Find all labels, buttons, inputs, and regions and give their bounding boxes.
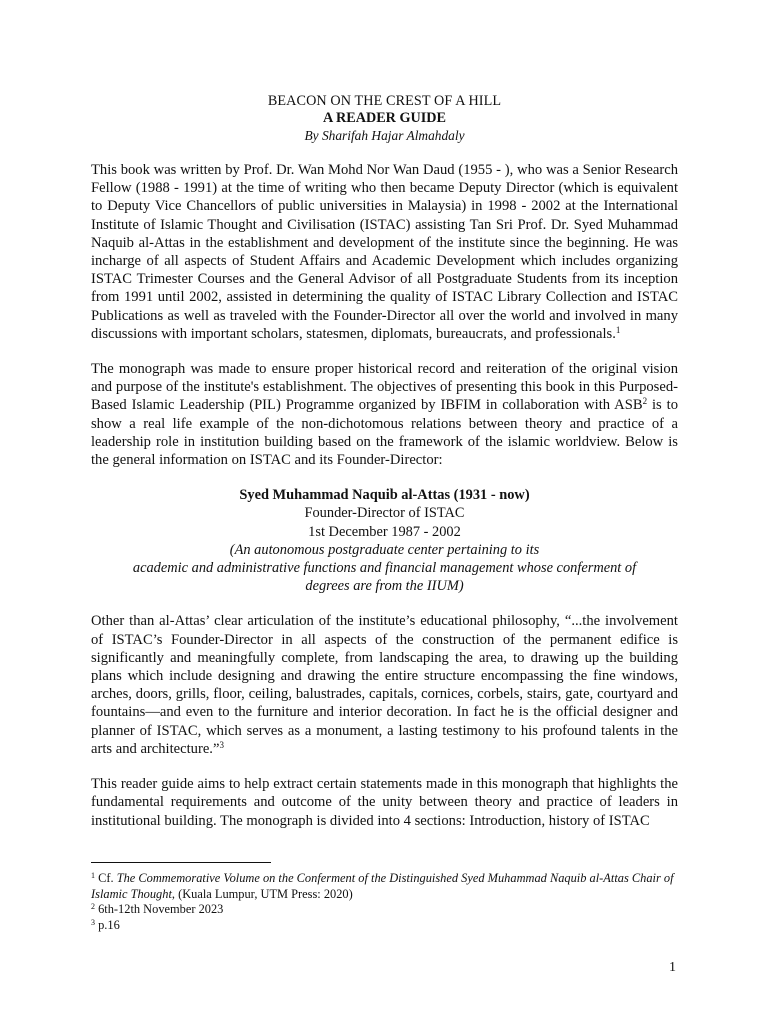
footnote-1-suffix: , (Kuala Lumpur, UTM Press: 2020) <box>171 886 353 901</box>
footnote-1-title: The Commemorative Volume on the Conferment of the Distinguished Syed Muhammad Naquib al-Attas Chair of Islamic Thought <box>91 871 674 901</box>
istac-note-line-2: academic and administrative functions and financial management whose conferment of <box>132 560 637 577</box>
paragraph-objectives <box>91 360 678 469</box>
document-title: BEACON ON THE CREST OF A HILL <box>267 93 502 109</box>
footnote-ref-3: 3 <box>219 739 224 750</box>
author-byline: By Sharifah Hajar Almahdaly <box>304 128 465 143</box>
footnote-1-prefix: Cf. <box>95 871 117 885</box>
paragraph-objectives-text-a: The monograph was made to ensure proper historical record and reiteration of the original vision and purpose of the institute's establishment. The objectives of presenting this book in this Purposed-Based Islamic Leadership (PIL) Programme organized by IBFIM in collaboration with ASB <box>91 361 678 414</box>
title-block <box>91 93 678 144</box>
document-subtitle: A READER GUIDE <box>323 110 446 126</box>
footnote-1 <box>91 871 681 902</box>
paragraph-intro-text: This book was written by Prof. Dr. Wan Mohd Nor Wan Daud (1955 - ), who was a Senior Research Fellow (1988 - 1991) at the time of writing who then became Deputy Director (which is equivalent to Deputy Vice Chancellors of public universities in Malaysia) in 1998 - 2002 at the International Institute of Islamic Thought and Civilisation (ISTAC) assisting Tan Sri Prof. Dr. Syed Muhammad Naquib al-Attas in the establishment and development of the institute since the beginning. He was incharge of all aspects of Student Affairs and Academic Development which includes organizing ISTAC Trimester Courses and the General Advisor of all Postgraduate Students from its inception from 1991 until 2002, assisted in determining the quality of ISTAC Library Collection and ISTAC Publications as well as traveled with the Founder-Director all over the world and involved in many discussions with important scholars, statesmen, diplomats, bureaucrats, and professionals. <box>91 162 678 342</box>
page-number: 1 <box>669 960 676 975</box>
founder-name: Syed Muhammad Naquib al-Attas (1931 - now) <box>239 487 530 504</box>
footnote-1-number: 1 <box>91 871 95 880</box>
footnote-3-text: p.16 <box>95 917 120 932</box>
founder-info-block <box>91 486 678 595</box>
founder-role: Founder-Director of ISTAC <box>304 505 465 522</box>
paragraph-reader-guide <box>91 775 678 830</box>
footnote-2-text: 6th-12th November 2023 <box>95 902 224 917</box>
paragraph-architecture <box>91 612 678 758</box>
footnote-3 <box>91 918 681 934</box>
founder-period: 1st December 1987 - 2002 <box>308 523 461 540</box>
istac-note-line-3: degrees are from the IIUM) <box>305 578 464 595</box>
footnote-ref-2: 2 <box>642 396 648 407</box>
paragraph-intro <box>91 161 678 343</box>
page-content <box>91 93 678 830</box>
istac-note-line-1: (An autonomous postgraduate center pertaining to its <box>229 541 540 558</box>
paragraph-objectives-text-b: is to show a real life example of the non-dichotomous relations between theory and practice of a leadership role in institution building based on the framework of the islamic worldview. Below is the general information on ISTAC and its Founder-Director: <box>91 397 678 469</box>
footnote-2-number: 2 <box>91 902 95 912</box>
paragraph-architecture-text: Other than al-Attas’ clear articulation of the institute’s educational philosophy, “...the involvement of ISTAC’s Founder-Director in all aspects of the construction of the permanent edifice is significantly and meaningfully complete, from landscaping the area, to drawing up the building plans which include designing and drawing the entire structure encompassing the fine windows, arches, doors, grills, floor, ceiling, balustrades, capitals, cornices, corbels, stairs, gate, courtyard and fountains—and even to the furniture and interior decoration. In fact he is the official designer and planner of ISTAC, which serves as a monument, a lasting testimony to his profound talents in the arts and architecture.” <box>91 613 678 757</box>
footnotes <box>91 871 681 933</box>
footnote-ref-1: 1 <box>615 324 621 335</box>
footnote-2 <box>91 902 681 918</box>
footnote-3-number: 3 <box>91 917 95 927</box>
paragraph-reader-guide-text: This reader guide aims to help extract certain statements made in this monograph that highlights the fundamental requirements and outcome of the unity between theory and practice of leaders in institutional building. The monograph is divided into 4 sections: Introduction, history of ISTAC <box>91 776 678 829</box>
footnote-divider <box>91 862 271 863</box>
